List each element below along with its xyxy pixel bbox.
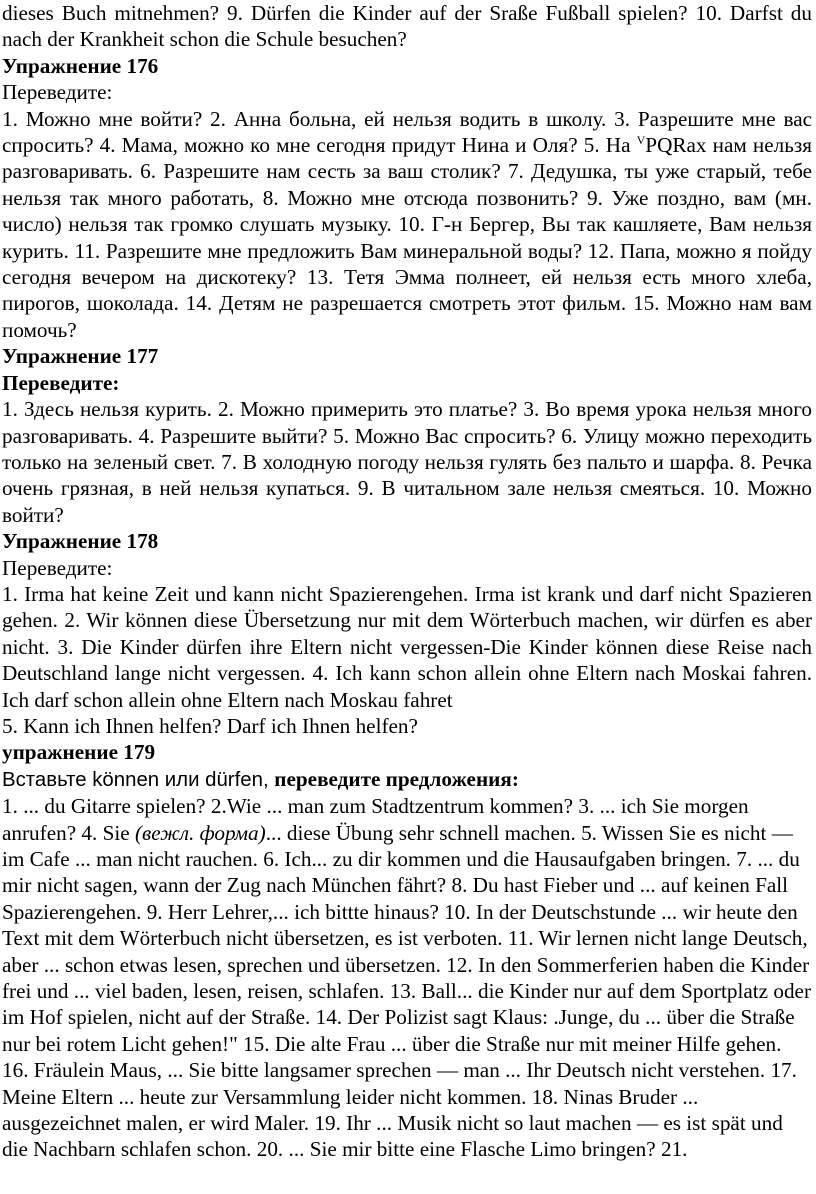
- exercise-176-text: [2, 106, 812, 344]
- exercise-179-italic-note: (вежл. форма): [134, 820, 266, 845]
- exercise-179-text: [2, 793, 812, 1163]
- exercise-178-heading: Упражнение 178: [2, 529, 159, 554]
- exercise-176-superscript: V: [636, 133, 646, 148]
- exercise-179-text-part1: 1. ... du Gitarre spielen? 2.Wie ... man zum Stadtzentrum kommen? 3. ... ich Sie morgen anrufen? 4. Sie: [2, 794, 749, 845]
- exercise-176-text-part1: 1. Можно мне войти? 2. Анна больна, ей нельзя водить в школу. 3. Разрешите мне вас спросить? 4. Мама, можно ко мне сегодня придут Нина и Оля? 5. На: [2, 106, 812, 158]
- intro-paragraph: dieses Buch mitnehmen? 9. Dürfen die Kinder auf der Sraße Fußball spielen? 10. Darfst du nach der Krankheit schon die Schule besuchen?: [2, 1, 812, 52]
- exercise-179-heading: упражнение 179: [2, 740, 156, 765]
- exercise-176-heading: Упражнение 176: [2, 53, 159, 78]
- exercise-179-instruction-plain: Вставьте können или dürfen,: [2, 768, 275, 791]
- exercise-178-text: 1. Irma hat keine Zeit und kann nicht Spazierengehen. Irma ist krank und darf nicht Spazieren gehen. 2. Wir können diese Übersetzung nur mit dem Wörterbuch machen, wir dürfen es aber nicht. 3. Die Kinder dürfen ihre Eltern nicht vergessen-Die Kinder können diese Reise nach Deutschland lange nicht vergessen. 4. Ich kann schon allein ohne Eltern nach Moskai fahren. Ich darf schon allein ohne Eltern nach Moskau fahret: [2, 581, 812, 712]
- exercise-179-instruction: [2, 766, 812, 793]
- exercise-178-line5: 5. Kann ich Ihnen helfen? Darf ich Ihnen helfen?: [2, 713, 418, 738]
- exercise-177-instruction: Переведите:: [2, 370, 120, 395]
- exercise-177-heading: Упражнение 177: [2, 344, 159, 369]
- exercise-176-text-part2: PQRax нам нельзя разговаривать. 6. Разрешите нам сесть за ваш столик? 7. Дедушка, ты уже старый, тебе нельзя так много работать, 8. Можно мне отсюда позвонить? 9. Уже поздно, вам (мн. число) нельзя так громко слушать музыку. 10. Г-н Бергер, Вы так кашляете, Вам нельзя курить. 11. Разрешите мне предложить Вам минеральной воды? 12. Папа, можно я пойду сегодня вечером на дискотеку? 13. Тетя Эмма полнеет, ей нельзя есть много хлеба, пирогов, шоколада. 14. Детям не разрешается смотреть этот фильм. 15. Можно нам вам помочь?: [2, 133, 812, 342]
- exercise-179-text-part2: ... diese Übung sehr schnell machen. 5. Wissen Sie es nicht — im Cafe ... man nicht rauchen. 6. Ich... zu dir kommen und die Hausaufgaben bringen. 7. ... du mir nicht sagen, wann der Zug nach München fährt? 8. Du hast Fieber und ... auf keinen Fall Spazierengehen. 9. Herr Lehrer,... ich bittte hinaus? 10. In der Deutschstunde ... wir heute den Text mit dem Wörterbuch nicht übersetzen, es ist verboten. 11. Wir lernen nicht lange Deutsch, aber ... schon etwas lesen, sprechen und übersetzen. 12. In den Sommerferien haben die Kinder frei und ... viel baden, lesen, reisen, schlafen. 13. Ball... die Kinder nur auf dem Sportplatz oder im Hof spielen, nicht auf der Straße. 14. Der Polizist sagt Klaus: .Junge, du ... über die Straße nur bei rotem Licht gehen!" 15. Die alte Frau ... über die Straße nur mit meiner Hilfe gehen. 16. Fräulein Maus, ... Sie bitte langsamer sprechen — man ... Ihr Deutsch nicht verstehen. 17. Meine Eltern ... heute zur Versammlung leider nicht kommen. 18. Ninas Bruder ... ausgezeichnet malen, er wird Maler. 19. Ihr ... Musik nicht so laut machen — es ist spät und die Nachbarn schlafen schon. 20. ... Sie mir bitte eine Flasche Limo bringen? 21.: [2, 820, 811, 1162]
- exercise-176-instruction: Переведите:: [2, 80, 113, 105]
- exercise-178-instruction: Переведите:: [2, 555, 113, 580]
- exercise-179-instruction-bold: переведите предложения:: [274, 766, 519, 791]
- exercise-177-text: 1. Здесь нельзя курить. 2. Можно примерить это платье? 3. Во время урока нельзя много разговаривать. 4. Разрешите выйти? 5. Можно Вас спросить? 6. Улицу можно переходить только на зеленый свет. 7. В холодную погоду нельзя гулять без пальто и шарфа. 8. Речка очень грязная, в ней нельзя купаться. 9. В читальном зале нельзя смеяться. 10. Можно войти?: [2, 397, 812, 527]
